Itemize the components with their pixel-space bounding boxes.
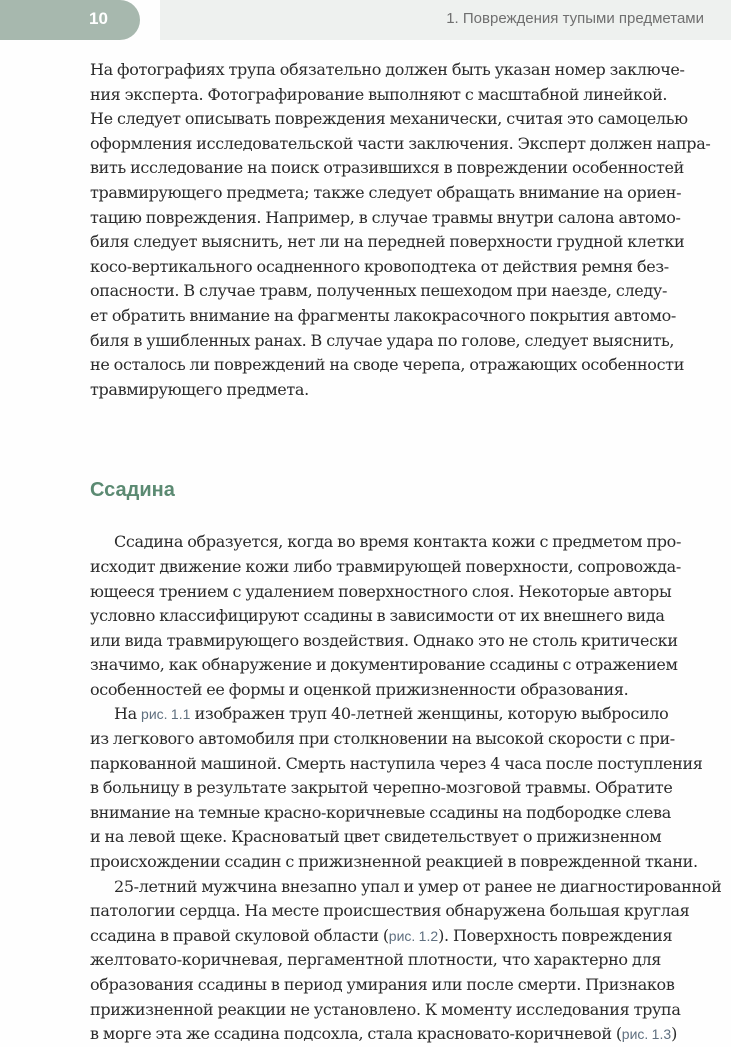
page-content bbox=[90, 58, 726, 1047]
text-line: На фотографиях трупа обязательно должен быть указан номер заключе- bbox=[90, 60, 685, 79]
text-line: и на левой щеке. Красноватый цвет свидетельствует о прижизненном bbox=[90, 827, 662, 847]
text-fragment: ) bbox=[671, 1024, 678, 1044]
text-line: происхождении ссадин с прижизненной реакцией в поврежденной ткани. bbox=[90, 852, 698, 872]
text-line: биля в ушибленных ранах. В случае удара по голове, следует выяснить, bbox=[90, 330, 675, 350]
text-line: условно классифицируют ссадины в зависимости от их внешнего вида bbox=[90, 606, 665, 626]
text-line: вить исследование на поиск отразившихся в повреждении особенностей bbox=[90, 158, 684, 178]
running-header-strip bbox=[160, 0, 731, 40]
text-line: ющееся трением с удалением поверхностного слоя. Некоторые авторы bbox=[90, 581, 672, 601]
paragraph-case-man bbox=[90, 875, 726, 1047]
figure-reference-1-3[interactable]: рис. 1.3 bbox=[621, 1026, 672, 1043]
text-line: исходит движение кожи либо травмирующей поверхности, сопровожда- bbox=[90, 556, 681, 576]
text-fragment: в морге эта же ссадина подсохла, стала красновато-коричневой ( bbox=[90, 1024, 622, 1044]
text-line: прижизненной реакции не установлено. К моменту исследования трупа bbox=[90, 999, 681, 1019]
text-line bbox=[90, 924, 726, 949]
running-title: 1. Повреждения тупыми предметами bbox=[446, 10, 704, 27]
text-line: косо-вертикального осадненного кровоподтека от действия ремня без- bbox=[90, 256, 669, 276]
text-line: ния эксперта. Фотографирование выполняют с масштабной линейкой. bbox=[90, 84, 668, 104]
page-number: 10 bbox=[89, 9, 108, 28]
text-line: ет обратить внимание на фрагменты лакокрасочного покрытия автомо- bbox=[90, 305, 676, 325]
text-line: желтовато-коричневая, пергаментной плотности, что характерно для bbox=[90, 950, 662, 970]
paragraph-case-woman bbox=[90, 702, 726, 874]
text-fragment: ссадина в правой скуловой области ( bbox=[90, 925, 389, 945]
paragraph-abrasion-definition bbox=[90, 530, 726, 702]
text-line: Ссадина образуется, когда во время контакта кожи с предметом про- bbox=[114, 532, 682, 552]
text-line: внимание на темные красно-коричневые ссадины на подбородке слева bbox=[90, 802, 671, 822]
text-line: не осталось ли повреждений на своде черепа, отражающих особенности bbox=[90, 355, 685, 375]
page-number-tab bbox=[0, 0, 140, 40]
page-header bbox=[0, 0, 731, 40]
text-line: Не следует описывать повреждения механически, считая это самоцелью bbox=[90, 109, 688, 129]
text-line: травмирующего предмета. bbox=[90, 379, 309, 399]
text-fragment: изображен труп 40-летней женщины, которую выбросило bbox=[190, 704, 669, 724]
text-line: в больницу в результате закрытой черепно-мозговой травмы. Обратите bbox=[90, 778, 673, 798]
text-line: оформления исследовательской части заключения. Эксперт должен напра- bbox=[90, 133, 711, 153]
text-line: травмирующего предмета; также следует обращать внимание на ориен- bbox=[90, 182, 682, 202]
text-line: 25-летний мужчина внезапно упал и умер от ранее не диагностированной bbox=[114, 876, 722, 896]
text-line: биля следует выяснить, нет ли на передней поверхности грудной клетки bbox=[90, 232, 685, 252]
text-line: опасности. В случае травм, полученных пешеходом при наезде, следу- bbox=[90, 281, 668, 301]
text-line: из легкового автомобиля при столкновении на высокой скорости с при- bbox=[90, 729, 675, 749]
figure-reference-1-2[interactable]: рис. 1.2 bbox=[388, 927, 439, 944]
text-line: значимо, как обнаружение и документирование ссадины с отражением bbox=[90, 655, 678, 675]
text-line: образования ссадины в период умирания или после смерти. Признаков bbox=[90, 975, 675, 994]
text-line: или вида травмирующего воздействия. Однако это не столь критически bbox=[90, 630, 678, 650]
text-line: патологии сердца. На месте происшествия обнаружена большая круглая bbox=[90, 901, 690, 921]
text-line bbox=[90, 702, 726, 727]
figure-reference-1-1[interactable]: рис. 1.1 bbox=[141, 706, 191, 723]
text-line: особенностей ее формы и оценкой прижизненности образования. bbox=[90, 679, 629, 699]
text-line bbox=[90, 1022, 726, 1047]
text-line: паркованной машиной. Смерть наступила через 4 часа после поступления bbox=[90, 753, 703, 773]
section-heading: Ссадина bbox=[90, 479, 175, 502]
text-fragment: ). Поверхность повреждения bbox=[438, 925, 673, 945]
text-line: тацию повреждения. Например, в случае травмы внутри салона автомо- bbox=[90, 207, 681, 227]
intro-paragraph bbox=[90, 58, 726, 402]
text-fragment: На bbox=[114, 704, 142, 724]
